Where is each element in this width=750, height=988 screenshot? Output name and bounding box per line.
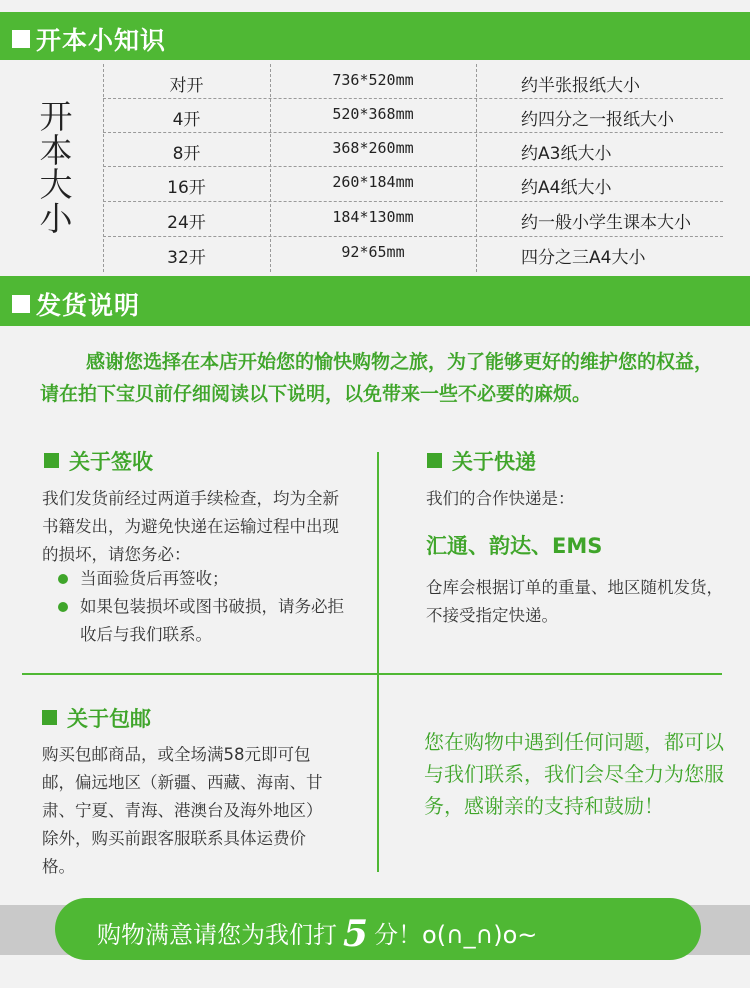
rating-banner <box>55 898 701 960</box>
bullet-icon <box>58 574 68 584</box>
table-row: 24开 184*130mm 约一般小学生课本大小 <box>167 208 691 233</box>
square-icon <box>12 295 30 313</box>
section-title: 开本小知识 <box>12 21 166 57</box>
square-icon <box>427 453 442 468</box>
square-icon <box>44 453 59 468</box>
square-icon <box>12 30 30 48</box>
horizontal-divider <box>22 673 722 675</box>
closing-text: 您在购物中遇到任何问题，都可以与我们联系，我们会尽全力为您服务，感谢亲的支持和鼓励！ <box>424 730 724 818</box>
table-row: 16开 260*184mm 约A4纸大小 <box>167 173 612 198</box>
section-title: 发货说明 <box>12 286 140 322</box>
express-note: 仓库会根据订单的重量、地区随机发货，不接受指定快递。 <box>426 578 723 625</box>
shipping-text: 购买包邮商品，或全场满58元即可包邮，偏远地区（新疆、西藏、海南、甘肃、宁夏、青海、港澳台及海外地区）除外，购买前跟客服联系具体运费价格。 <box>42 745 323 876</box>
list-item: 当面验货后再签收； <box>58 565 348 593</box>
sign-text: 我们发货前经过两道手续检查，均为全新书籍发出，为避免快递在运输过程中出现的损坏，请您务必： <box>42 489 339 564</box>
vertical-divider <box>377 452 379 872</box>
square-icon <box>42 710 57 725</box>
rating-score: 5 <box>343 913 369 955</box>
express-partner-text: 我们的合作快递是： <box>426 489 575 508</box>
bullet-icon <box>58 602 68 612</box>
table-row: 32开 92*65mm 四分之三A4大小 <box>167 243 646 268</box>
express-companies: 汇通、韵达、EMS <box>426 534 603 558</box>
intro-text: 感谢您选择在本店开始您的愉快购物之旅，为了能够更好的维护您的权益，请在拍下宝贝前仔细阅读以下说明，以免带来一些不必要的麻烦。 <box>40 351 714 405</box>
express-heading: 关于快递 <box>427 446 536 476</box>
section-header-shipping-info <box>0 276 750 326</box>
section-header-book-size <box>0 12 750 60</box>
list-item: 如果包装损坏或图书破损，请务必拒收后与我们联系。 <box>58 593 348 649</box>
rating-text: 购物满意请您为我们打 5 分！o(∩_∩)o~ <box>97 913 538 955</box>
shipping-heading: 关于包邮 <box>42 703 151 733</box>
table-row: 对开 736*520mm 约半张报纸大小 <box>169 71 640 96</box>
sign-bullet-list <box>58 565 348 649</box>
table-row: 4开 520*368mm 约四分之一报纸大小 <box>172 105 674 130</box>
side-label: 开 本 大 小 <box>39 97 73 238</box>
book-size-table <box>103 64 723 272</box>
table-row: 8开 368*260mm 约A3纸大小 <box>172 139 612 164</box>
sign-heading: 关于签收 <box>44 446 153 476</box>
